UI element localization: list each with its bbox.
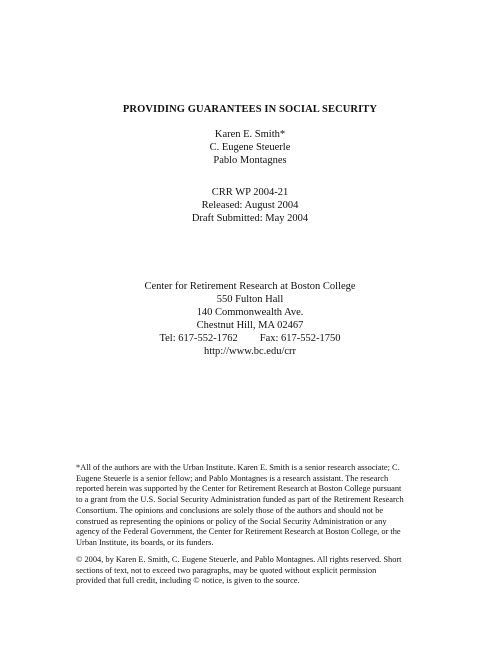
author-name: Karen E. Smith*	[214, 129, 286, 140]
building-name: 550 Fulton Hall	[216, 294, 284, 305]
institution-address	[0, 280, 500, 358]
paper-title	[0, 103, 500, 116]
footnote-line: construed as representing the opinions or policy of the Social Security Administration or any	[76, 516, 387, 526]
footnote-line: agency of the Federal Government, the Center for Retirement Research at Boston College, or the	[76, 527, 401, 537]
copyright-notice	[76, 555, 436, 587]
website-link[interactable]: http://www.bc.edu/crr	[203, 346, 297, 357]
street-address: 140 Commonwealth Ave.	[196, 307, 304, 318]
institution-name: Center for Retirement Research at Boston College	[144, 281, 356, 292]
footnote-line: *All of the authors are with the Urban Institute. Karen E. Smith is a senior research associate; C.	[76, 463, 400, 472]
author-name: Pablo Montagnes	[213, 155, 287, 166]
copyright-line: sections of text, not to exceed two paragraphs, may be quoted without explicit permission	[76, 565, 377, 575]
footnote-line: reported herein was supported by the Center for Retirement Research at Boston College pursuant	[76, 484, 402, 494]
footnote-line: Consortium. The opinions and conclusions are solely those of the authors and should not be	[76, 505, 384, 515]
author-name: C. Eugene Steuerle	[209, 142, 291, 153]
author-list	[0, 128, 500, 167]
title-text: PROVIDING GUARANTEES IN SOCIAL SECURITY	[122, 104, 378, 115]
release-date: Released: August 2004	[201, 200, 299, 211]
fax-number: Fax: 617-552-1750	[259, 333, 341, 344]
footnote-line: to a grant from the U.S. Social Security Administration funded as part of the Retirement Research	[76, 495, 404, 505]
paper-info	[0, 186, 500, 225]
copyright-line: provided that full credit, including © notice, is given to the source.	[76, 576, 300, 586]
author-footnote	[76, 463, 436, 549]
footnote-line: Urban Institute, its boards, or its funders.	[76, 537, 214, 547]
city-state-zip: Chestnut Hill, MA 02467	[196, 320, 304, 331]
working-paper-number: CRR WP 2004-21	[211, 187, 289, 198]
draft-submitted-date: Draft Submitted: May 2004	[191, 213, 309, 224]
contact-row	[0, 332, 500, 345]
telephone-number: Tel: 617-552-1762	[159, 333, 238, 344]
footnote-line: Eugene Steuerle is a senior fellow; and Pablo Montagnes is a research assistant. The research	[76, 473, 389, 483]
copyright-line: © 2004, by Karen E. Smith, C. Eugene Steuerle, and Pablo Montagnes. All rights reserved. Short	[76, 555, 402, 564]
